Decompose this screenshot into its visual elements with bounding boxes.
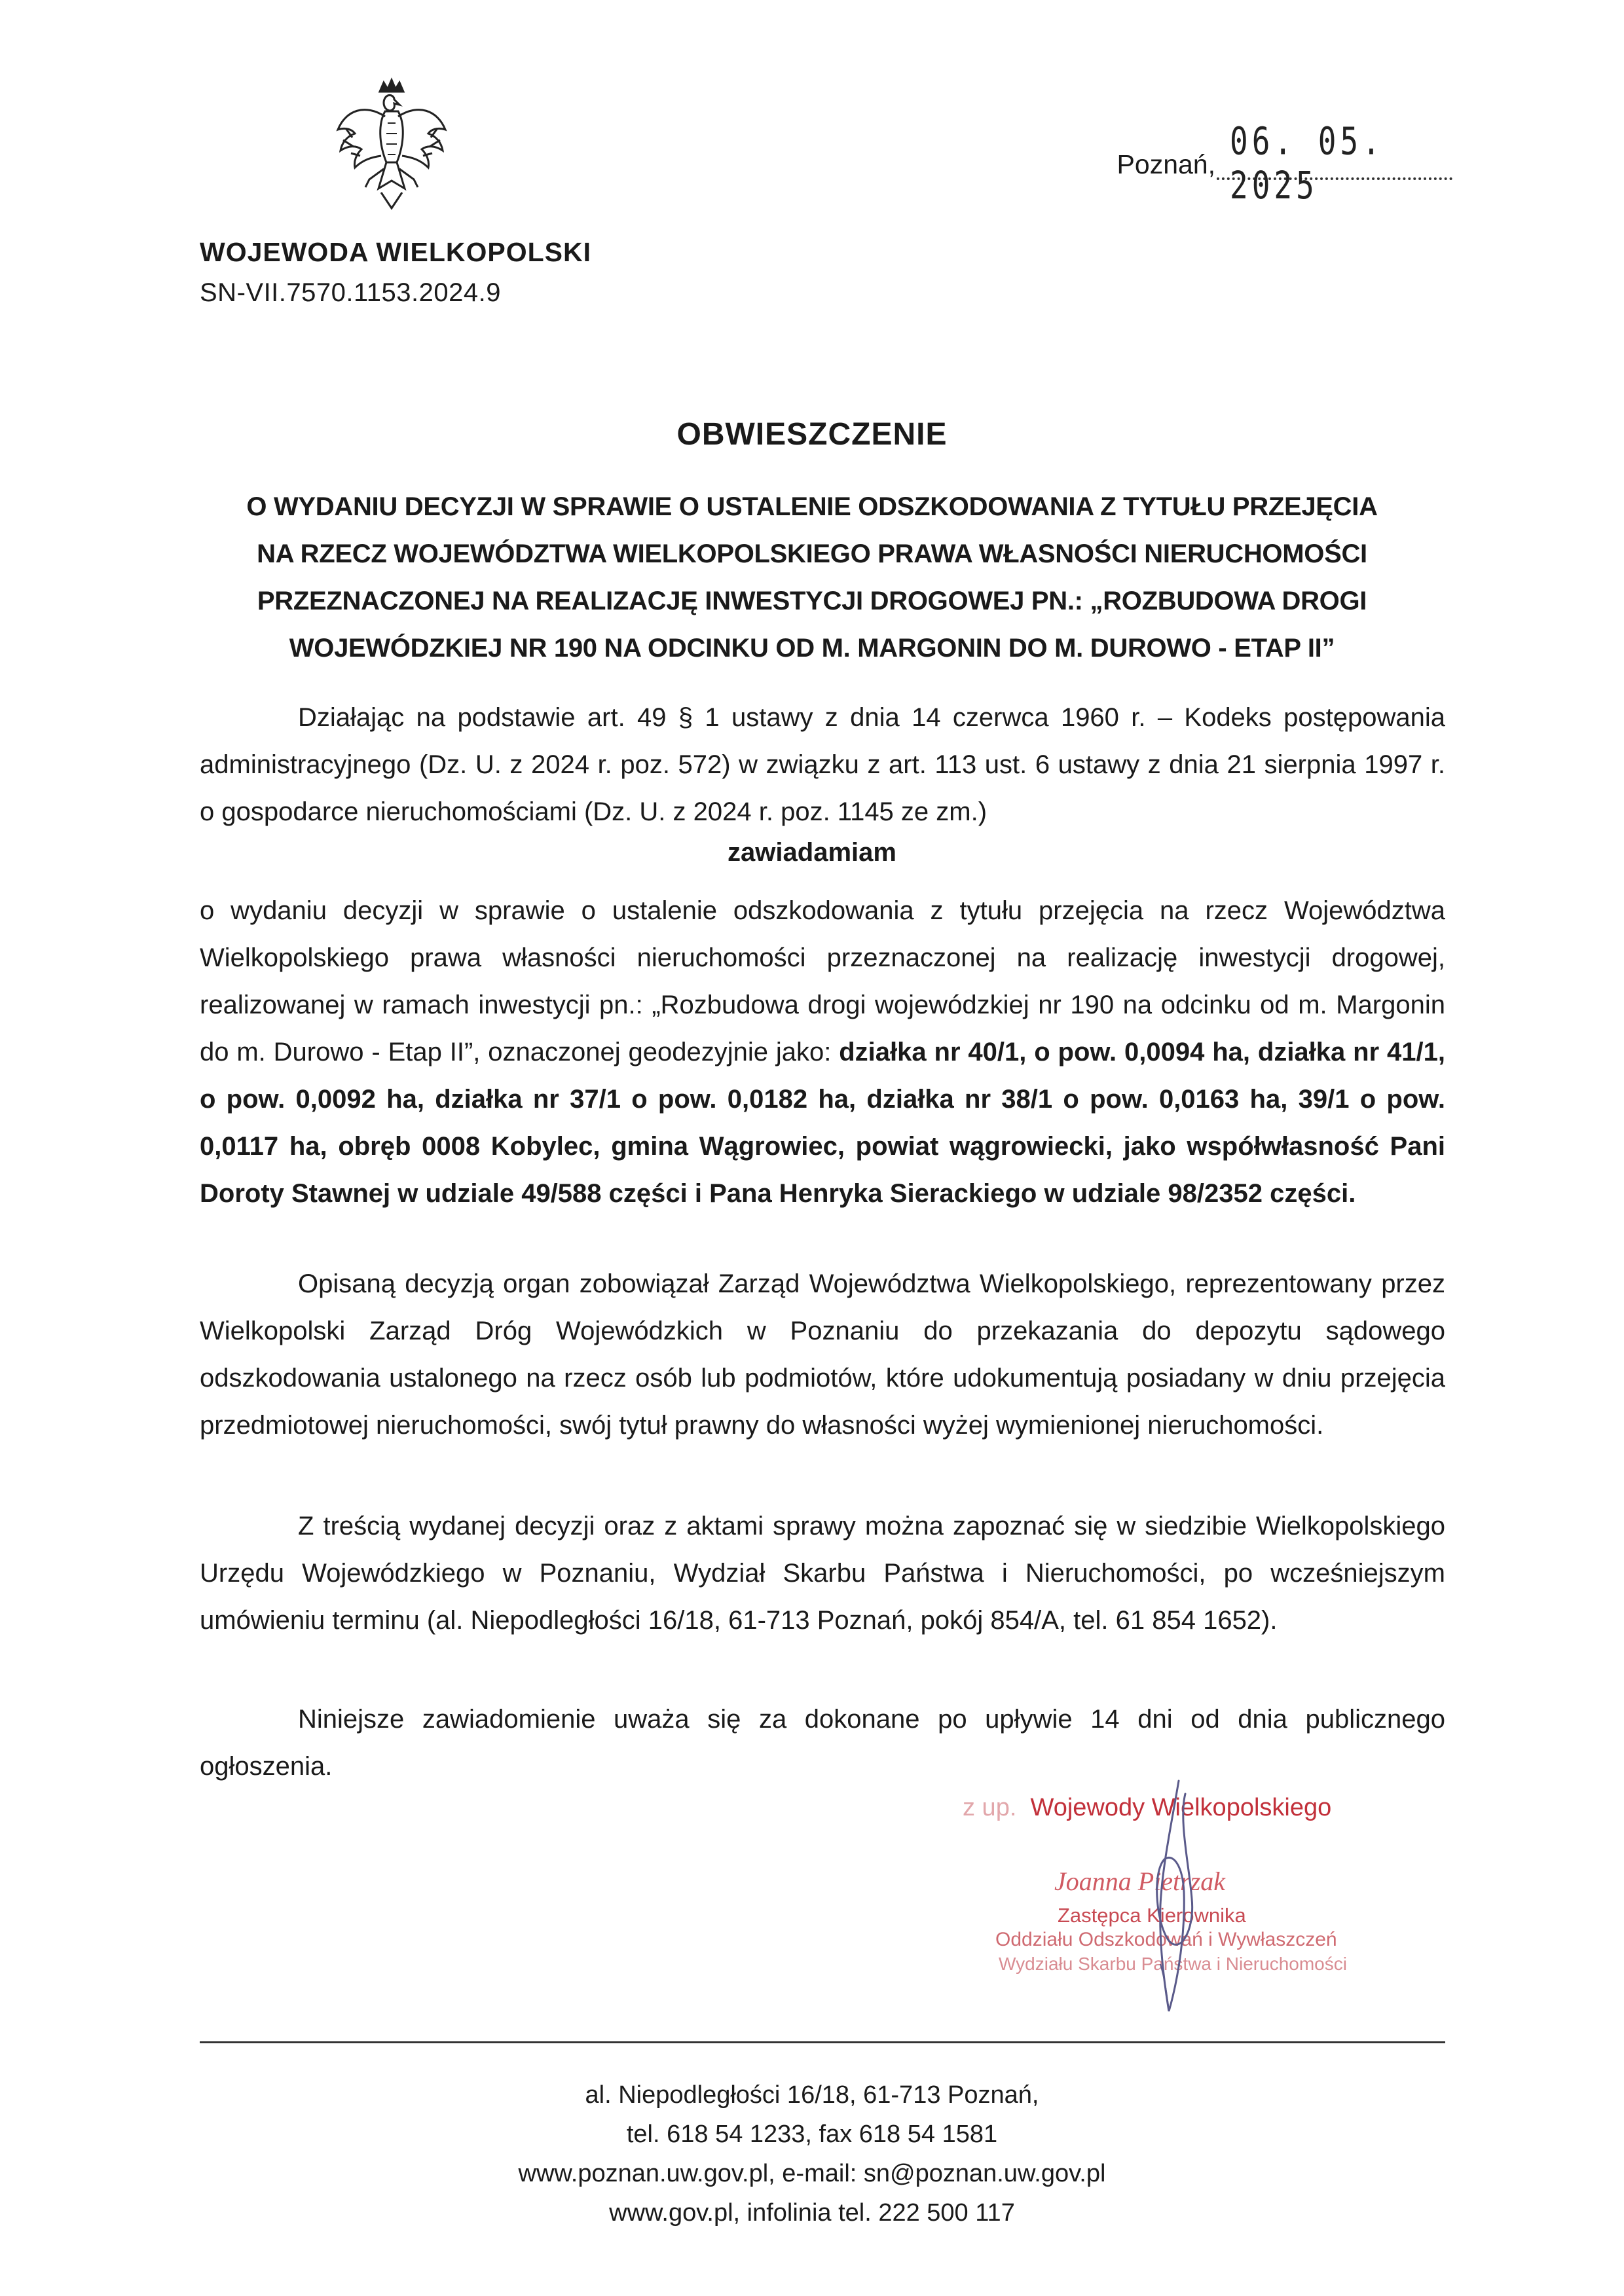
- decision-intro: o wydaniu decyzji w sprawie o ustalenie odszkodowania z tytułu przejęcia na rzecz Województwa Wielkopolskiego prawa własności nieruchomości przeznaczonej na realizację inwestycji drogowej, realizowanej w ramach inwestycji pn.: „Rozbudowa drogi wojewódzkiej nr 190 na odcinku od m. Margonin do m. Durowo - Etap II”, oznaczonej geodezyjnie jako:: [200, 896, 1445, 1066]
- stamp-unit: Oddziału Odszkodowań i Wywłaszczeń: [995, 1929, 1337, 1950]
- place-date: [1116, 118, 1452, 208]
- footer: [0, 2075, 1624, 2232]
- effect-paragraph: Niniejsze zawiadomienie uważa się za dokonane po upływie 14 dni od dnia publicznego ogłoszenia.: [200, 1705, 1445, 1781]
- case-reference: SN-VII.7570.1153.2024.9: [200, 278, 501, 307]
- handwritten-date: 06. 05. 2025: [1230, 118, 1384, 208]
- footer-address: al. Niepodległości 16/18, 61-713 Poznań,: [585, 2081, 1039, 2109]
- legal-basis-paragraph: Działając na podstawie art. 49 § 1 ustawy z dnia 14 czerwca 1960 r. – Kodeks postępowania administracyjnego (Dz. U. z 2024 r. poz. 572) w związku z art. 113 ust. 6 ustawy z dnia 21 sierpnia 1997 r. o gospodarce nieruchomościami (Dz. U. z 2024 r. poz. 1145 ze zm.): [200, 703, 1445, 826]
- subtitle-line: PRZEZNACZONEJ NA REALIZACJĘ INWESTYCJI DROGOWEJ PN.: „ROZBUDOWA DROGI: [257, 587, 1367, 615]
- decision-paragraph: [200, 887, 1445, 1217]
- document-subtitle: [196, 483, 1428, 672]
- footer-web-email: www.poznan.uw.gov.pl, e-mail: sn@poznan.uw.gov.pl: [518, 2160, 1106, 2187]
- polish-eagle-icon: [326, 77, 457, 228]
- access-paragraph: Z treścią wydanej decyzji oraz z aktami sprawy można zapoznać się w siedzibie Wielkopolskiego Urzędu Wojewódzkiego w Poznaniu, Wydział Skarbu Państwa i Nieruchomości, po wcześniejszym umówieniu terminu (al. Niepodległości 16/18, 61-713 Poznań, pokój 854/A, tel. 61 854 1652).: [200, 1512, 1445, 1635]
- stamp-department: Wydziału Skarbu Państwa i Nieruchomości: [999, 1954, 1347, 1974]
- date-line: [1217, 118, 1452, 208]
- document-title: OBWIESZCZENIE: [676, 417, 948, 452]
- parcel-details: działka nr 40/1, o pow. 0,0094 ha, działka nr 41/1, o pow. 0,0092 ha, działka nr 37/1 o pow. 0,0182 ha, działka nr 38/1 o pow. 0,0163 ha, 39/1 o pow. 0,0117 ha, obręb 0008 Kobylec, gmina Wągrowiec, powiat wągrowiecki, jako współwłasność Pani Doroty Stawnej w udziale 49/588 części i Pana Henryka Sierackiego w udziale 98/2352 części.: [200, 1038, 1445, 1208]
- stamp-authority: Wojewody Wielkopolskiego: [1030, 1794, 1332, 1821]
- obligation-paragraph: Opisaną decyzją organ zobowiązał Zarząd Województwa Wielkopolskiego, reprezentowany przez Wielkopolski Zarząd Dróg Wojewódzkich w Poznaniu do przekazania do depozytu sądowego odszkodowania ustalonego na rzecz osób lub podmiotów, które udokumentują posiadany w dniu przejęcia przedmiotowej nieruchomości, swój tytuł prawny do własności wyżej wymienionej nieruchomości.: [200, 1269, 1445, 1440]
- footer-divider: [200, 2041, 1445, 2043]
- authority-name: WOJEWODA WIELKOPOLSKI: [200, 237, 592, 267]
- stamp-name: Joanna Pietrzak: [1054, 1867, 1226, 1896]
- subtitle-line: WOJEWÓDZKIEJ NR 190 NA ODCINKU OD M. MARGONIN DO M. DUROWO - ETAP II”: [289, 634, 1335, 663]
- footer-gov: www.gov.pl, infolinia tel. 222 500 117: [609, 2199, 1015, 2227]
- subtitle-line: NA RZECZ WOJEWÓDZTWA WIELKOPOLSKIEGO PRAWA WŁASNOŚCI NIERUCHOMOŚCI: [257, 539, 1367, 568]
- footer-phone: tel. 618 54 1233, fax 618 54 1581: [626, 2121, 998, 2148]
- place: Poznań,: [1116, 149, 1215, 179]
- stamp-prefix: z up.: [963, 1794, 1017, 1821]
- stamp-role: Zastępca Kierownika: [1058, 1904, 1246, 1927]
- announcement-word: zawiadamiam: [728, 838, 896, 867]
- handwritten-signature: [904, 1768, 1441, 2016]
- subtitle-line: O WYDANIU DECYZJI W SPRAWIE O USTALENIE ODSZKODOWANIA Z TYTUŁU PRZEJĘCIA: [246, 492, 1378, 521]
